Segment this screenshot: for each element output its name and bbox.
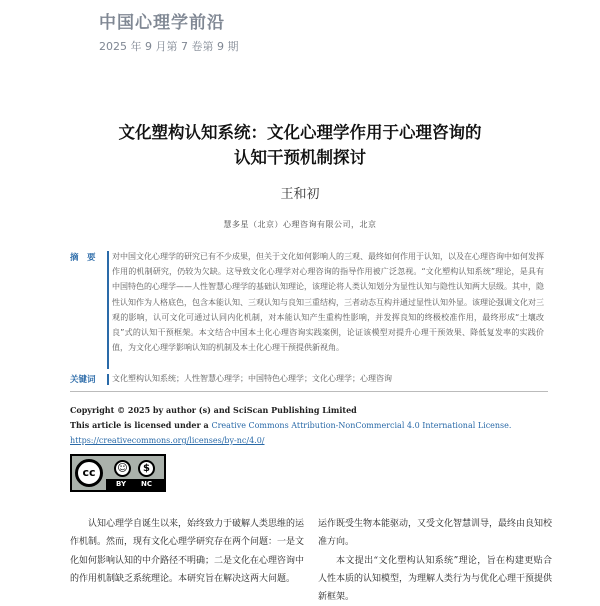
title-line-1: 文化塑构认知系统：文化心理学作用于心理咨询的 (118, 123, 482, 142)
issue-info: 2025 年 9 月第 7 卷第 9 期 (99, 40, 239, 53)
license-block (70, 403, 550, 448)
abstract-label: 摘 要 (70, 253, 96, 263)
journal-header (99, 8, 238, 54)
body-paragraph: 本文提出“文化塑构认知系统”理论，旨在构建更贴合人性本质的认知模型，为理解人类行为与优化心理干预提供新框架。 (318, 555, 553, 603)
cc-icon: cc (75, 459, 103, 487)
abstract-divider (107, 251, 109, 369)
body-paragraph: 运作既受生物本能驱动，又受文化智慧训导，最终由良知校准方向。 (318, 519, 553, 548)
author-name: 王和初 (280, 187, 320, 202)
person-icon: ☺ (114, 460, 131, 477)
license-prefix: This article is licensed under a (70, 420, 212, 430)
body-column-left (70, 515, 304, 588)
body-paragraph: 认知心理学自诞生以来，始终致力于破解人类思维的运作机制。然而，现有文化心理学研究存在两个问题：一是文化如何影响认知的中介路径不明确；二是文化在心理咨询中的作用机制缺乏系统理论。本研究旨在解决这两大问题。 (70, 519, 305, 584)
no-dollar-icon: $ (138, 460, 155, 477)
title-line-2: 认知干预机制探讨 (234, 148, 366, 167)
license-name-link[interactable]: Creative Commons Attribution-NonCommercial 4.0 International License. (211, 421, 512, 430)
journal-name: 中国心理学前沿 (99, 13, 225, 33)
body-column-right (318, 515, 552, 606)
section-rule (70, 391, 548, 392)
cc-license-badge[interactable] (70, 454, 166, 492)
keywords-divider (107, 374, 109, 385)
author-affiliation: 慧多星（北京）心理咨询有限公司，北京 (223, 220, 377, 229)
abstract-text: 对中国文化心理学的研究已有不少成果，但关于文化如何影响人的三观、最终如何作用于认知，以及在心理咨询中如何发挥作用的机制研究，仍较为欠缺。这导致文化心理学对心理咨询的指导作用被广泛忽视。“文化塑构认知系统”理论，是具有中国特色的心理学——人性智慧心理学的基础认知理论，该理论将人类认知划分为显性认知与隐性认知两大层级。其中，隐性认知作为人格底色，包含本能认知、三观认知与良知三重结构，三者动态互构并通过显性认知外显。该理论强调文化对三观的影响，认可文化可通过认同内化机制，对本能认知产生重构性影响，并发挥良知的终极校准作用，最终形成“土壤改良”式的认知干预框架。本文结合中国本土化心理咨询实践案例，论证该模型对提升心理干预效果、降低复发率的实践价值，为文化心理学影响认知的机制及本土化心理干预提供新视角。 (112, 252, 544, 353)
keywords-label: 关键词 (70, 375, 96, 385)
license-line (70, 418, 550, 433)
cc-nc-label: NC (141, 480, 152, 488)
cc-by-label: BY (116, 480, 127, 488)
article-title (60, 120, 540, 170)
cc-badge-strip (106, 479, 164, 490)
license-url-link[interactable]: https://creativecommons.org/licenses/by-nc/4.0/ (70, 436, 265, 445)
keywords-text: 文化塑构认知系统；人性智慧心理学；中国特色心理学；文化心理学；心理咨询 (112, 374, 392, 383)
copyright-line: Copyright © 2025 by author (s) and SciScan Publishing Limited (70, 405, 357, 415)
